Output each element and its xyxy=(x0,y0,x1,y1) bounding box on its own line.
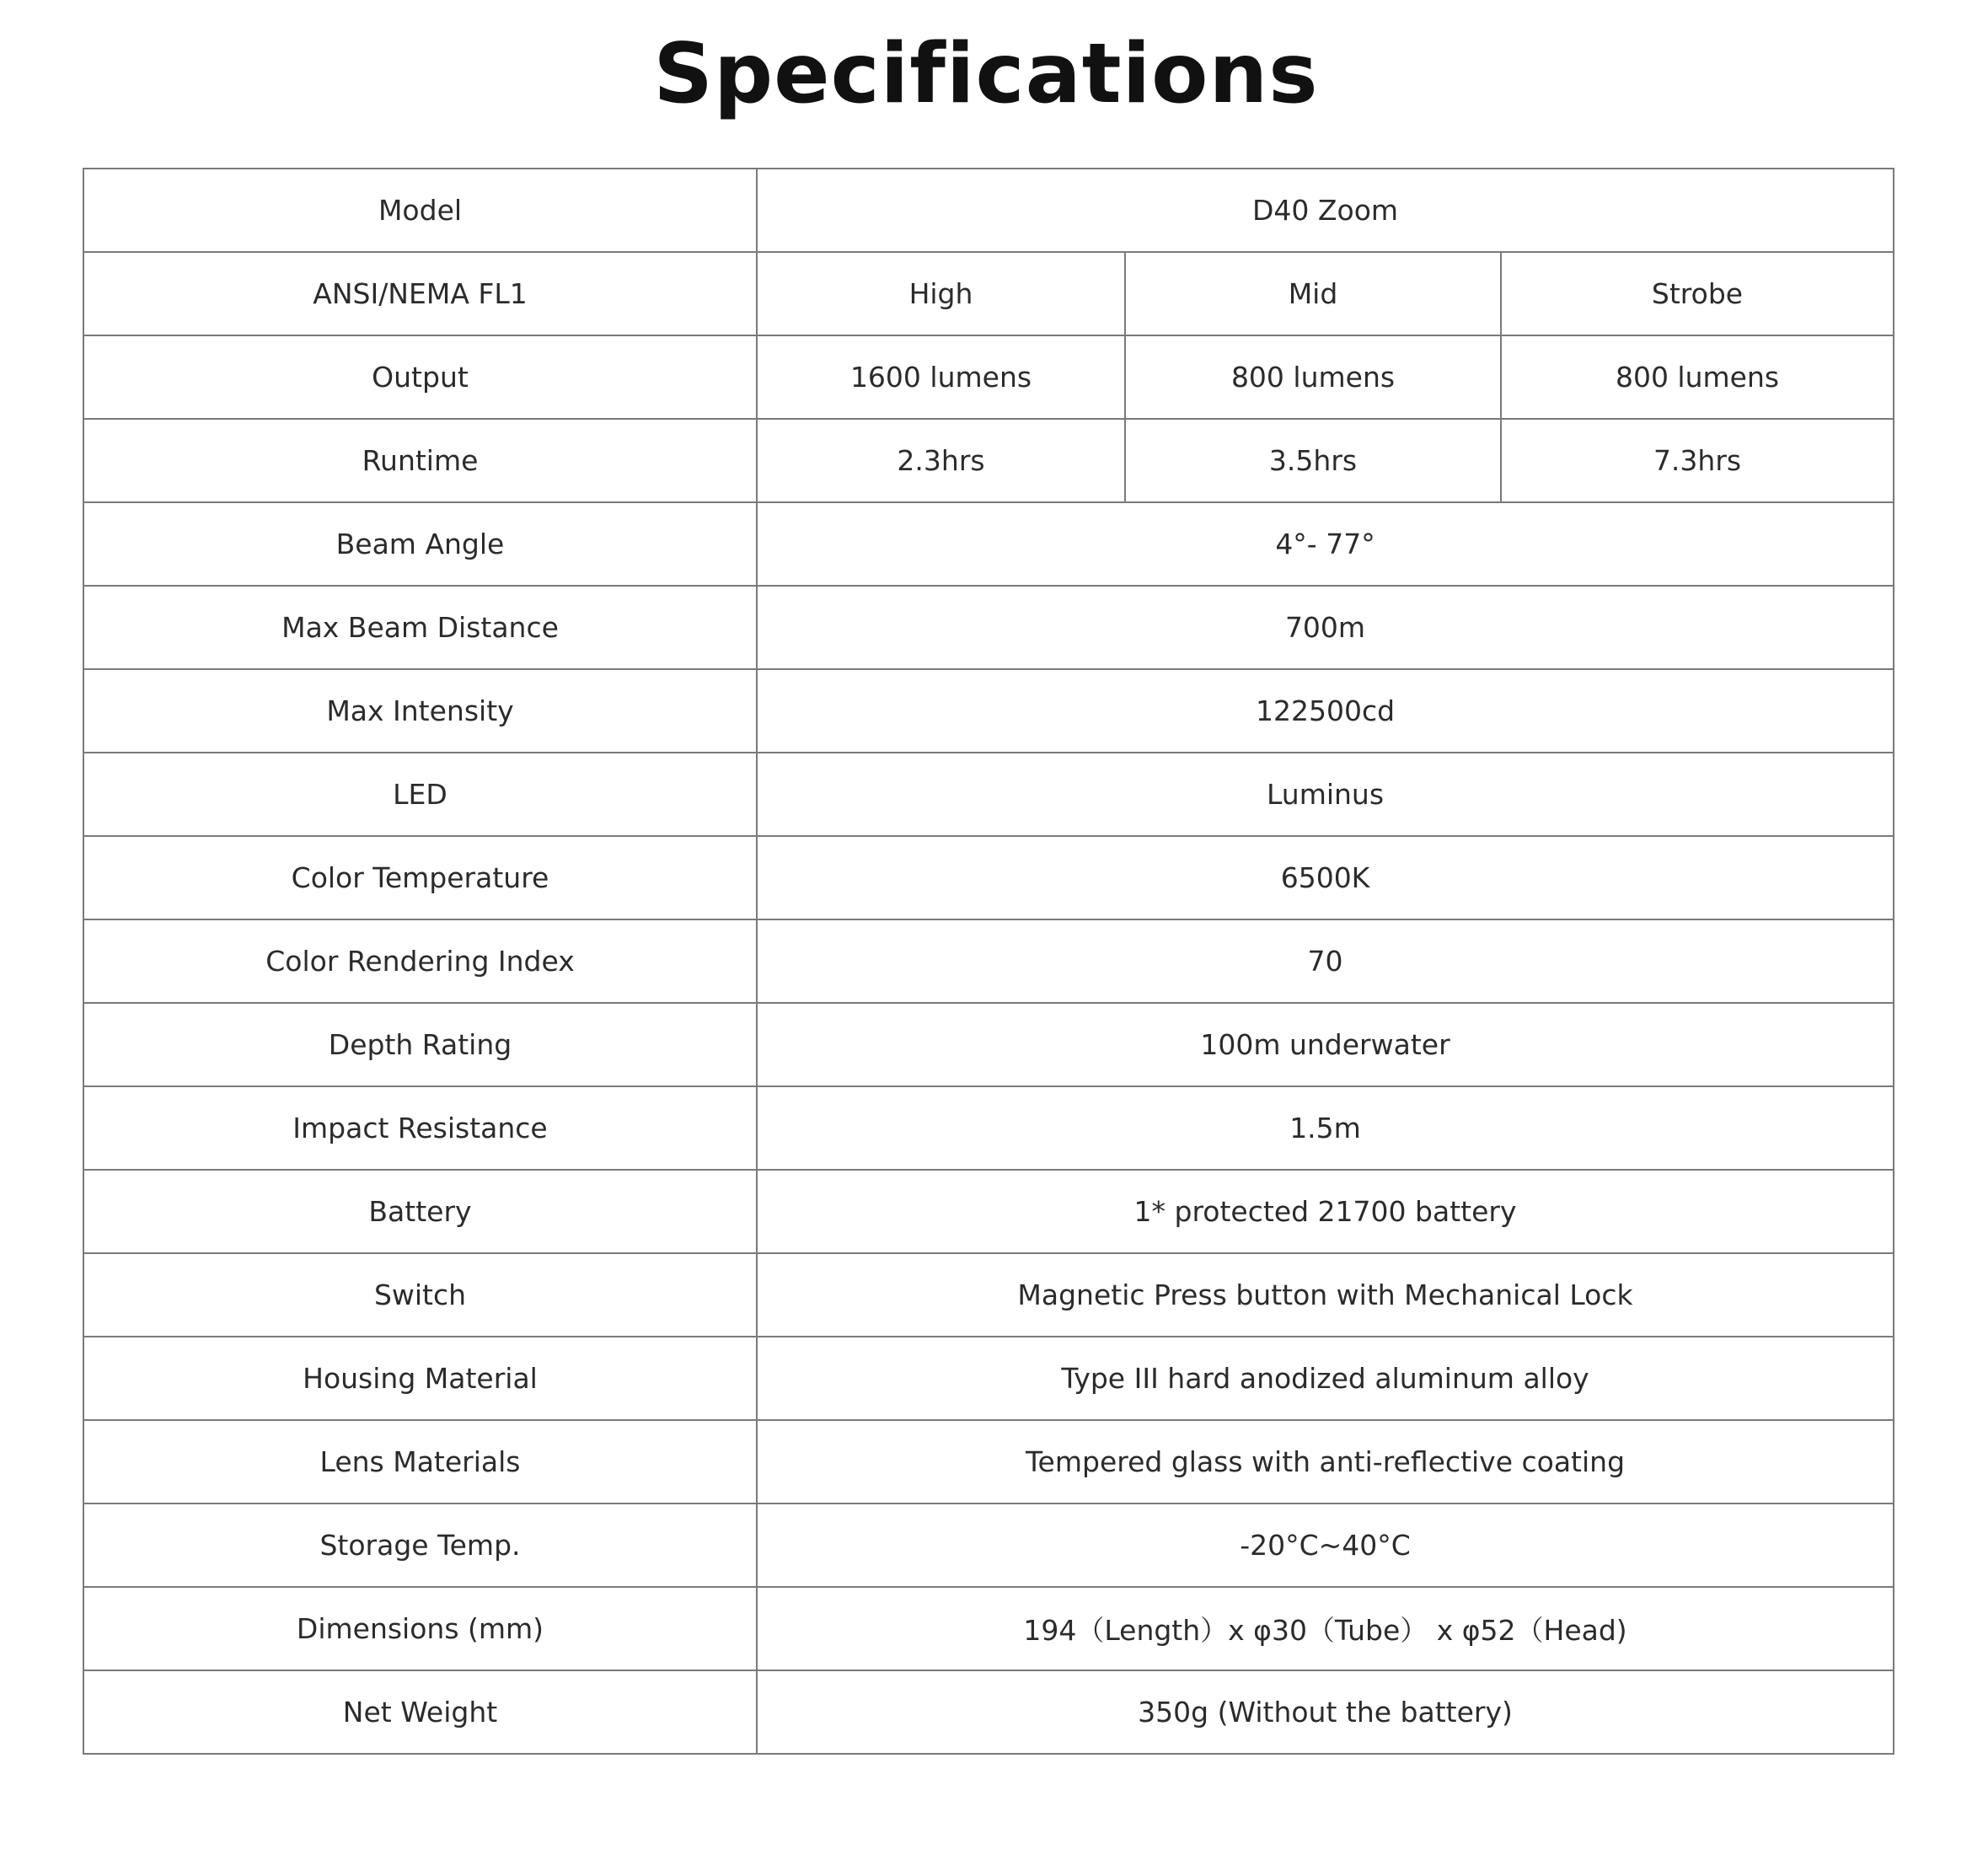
spec-value: 100m underwater xyxy=(757,1003,1894,1086)
table-row xyxy=(83,1420,1894,1503)
spec-label: Impact Resistance xyxy=(83,1086,757,1170)
spec-label: ANSI/NEMA FL1 xyxy=(83,252,757,335)
spec-label: Max Intensity xyxy=(83,669,757,753)
spec-value: 700m xyxy=(757,586,1894,669)
table-row-modes xyxy=(83,252,1894,335)
spec-value: Type III hard anodized aluminum alloy xyxy=(757,1337,1894,1420)
runtime-mid: 3.5hrs xyxy=(1125,419,1501,502)
spec-label: Depth Rating xyxy=(83,1003,757,1086)
spec-label: Storage Temp. xyxy=(83,1503,757,1587)
spec-value: 194（Length）x φ30（Tube） x φ52（Head) xyxy=(757,1587,1894,1670)
spec-label: Runtime xyxy=(83,419,757,502)
spec-value: 4°- 77° xyxy=(757,502,1894,586)
spec-label: LED xyxy=(83,753,757,836)
spec-label: Color Rendering Index xyxy=(83,919,757,1003)
runtime-high: 2.3hrs xyxy=(757,419,1125,502)
table-row xyxy=(83,836,1894,919)
specifications-table xyxy=(83,168,1894,1755)
spec-label: Net Weight xyxy=(83,1670,757,1754)
table-row-model xyxy=(83,169,1894,252)
table-row xyxy=(83,1086,1894,1170)
spec-value: 1.5m xyxy=(757,1086,1894,1170)
spec-label: Output xyxy=(83,335,757,419)
table-row xyxy=(83,669,1894,753)
table-row-runtime xyxy=(83,419,1894,502)
table-row xyxy=(83,1253,1894,1337)
output-mid: 800 lumens xyxy=(1125,335,1501,419)
mode-strobe-header: Strobe xyxy=(1501,252,1894,335)
table-row xyxy=(83,586,1894,669)
spec-label: Battery xyxy=(83,1170,757,1253)
table-row xyxy=(83,1587,1894,1670)
spec-label: Color Temperature xyxy=(83,836,757,919)
table-row xyxy=(83,502,1894,586)
spec-value: Magnetic Press button with Mechanical Lock xyxy=(757,1253,1894,1337)
spec-value: 1* protected 21700 battery xyxy=(757,1170,1894,1253)
spec-label: Switch xyxy=(83,1253,757,1337)
mode-mid-header: Mid xyxy=(1125,252,1501,335)
spec-label: Model xyxy=(83,169,757,252)
table-row xyxy=(83,1337,1894,1420)
table-row xyxy=(83,919,1894,1003)
spec-label: Lens Materials xyxy=(83,1420,757,1503)
spec-label: Max Beam Distance xyxy=(83,586,757,669)
table-row xyxy=(83,1670,1894,1754)
spec-value: D40 Zoom xyxy=(757,169,1894,252)
spec-label: Housing Material xyxy=(83,1337,757,1420)
spec-value: -20°C~40°C xyxy=(757,1503,1894,1587)
spec-value: 122500cd xyxy=(757,669,1894,753)
table-row xyxy=(83,753,1894,836)
mode-high-header: High xyxy=(757,252,1125,335)
spec-value: Tempered glass with anti-reflective coating xyxy=(757,1420,1894,1503)
page-title: Specifications xyxy=(653,26,1319,122)
table-row xyxy=(83,1003,1894,1086)
output-high: 1600 lumens xyxy=(757,335,1125,419)
table-row xyxy=(83,1503,1894,1587)
spec-value: Luminus xyxy=(757,753,1894,836)
runtime-strobe: 7.3hrs xyxy=(1501,419,1894,502)
spec-value: 6500K xyxy=(757,836,1894,919)
spec-label: Beam Angle xyxy=(83,502,757,586)
spec-label: Dimensions (mm) xyxy=(83,1587,757,1670)
spec-value: 350g (Without the battery) xyxy=(757,1670,1894,1754)
table-row xyxy=(83,1170,1894,1253)
spec-value: 70 xyxy=(757,919,1894,1003)
table-row-output xyxy=(83,335,1894,419)
output-strobe: 800 lumens xyxy=(1501,335,1894,419)
